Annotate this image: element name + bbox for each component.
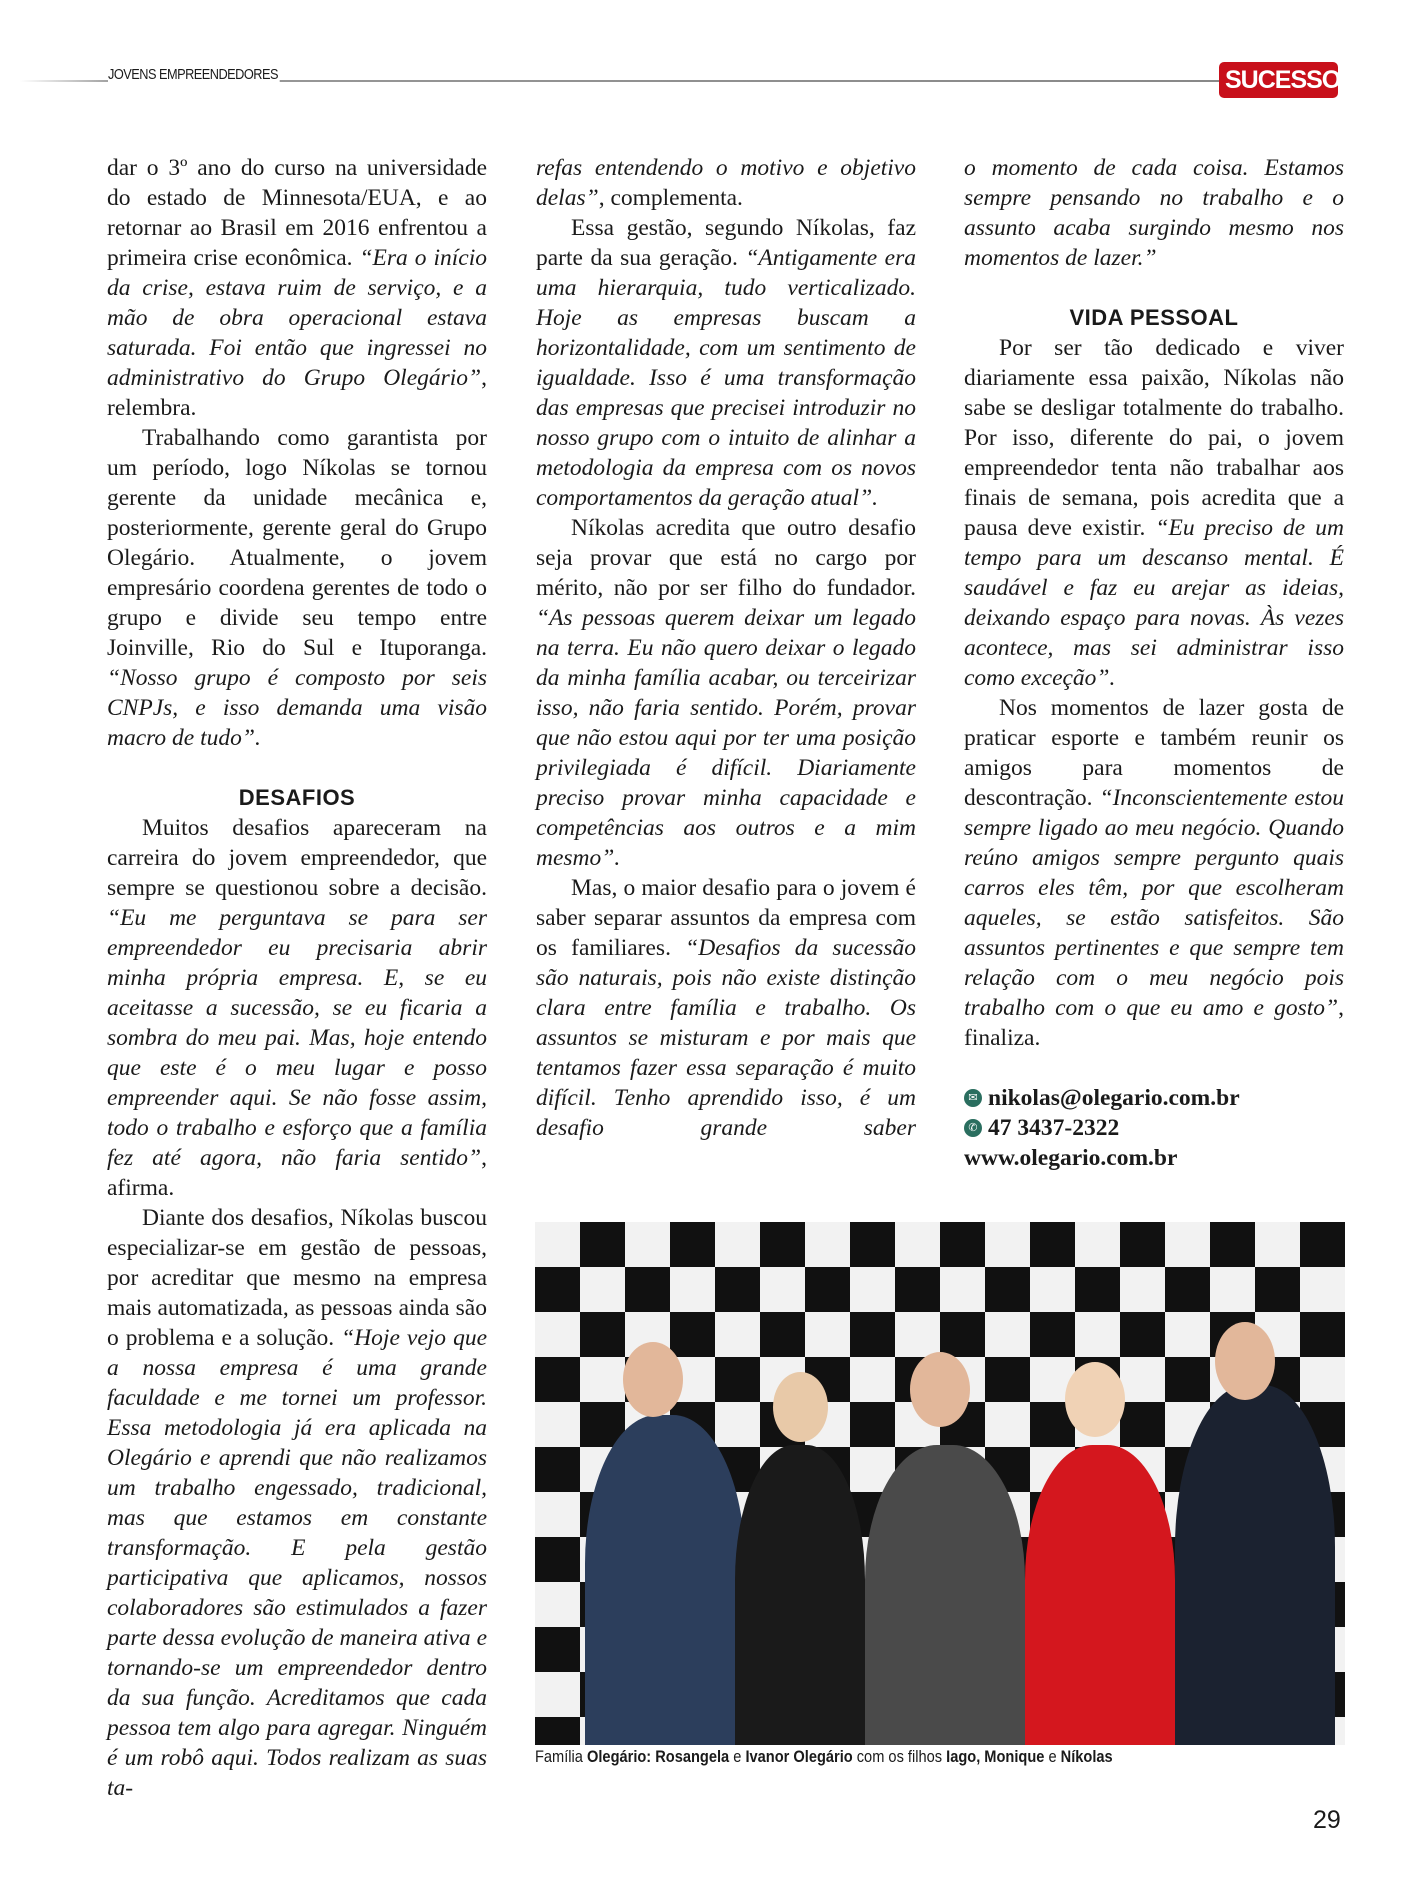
body-text: , relembra. (107, 365, 487, 421)
paragraph (107, 153, 487, 423)
paragraph (107, 1203, 487, 1803)
envelope-icon: ✉ (964, 1089, 982, 1107)
email-row (964, 1083, 1344, 1113)
body-text: Níkolas acredita que outro desafio seja provar que está no cargo por mérito, não por ser filho do fundador. (536, 515, 916, 601)
caption-text: e (729, 1747, 746, 1766)
paragraph (107, 423, 487, 753)
contacts (964, 1083, 1344, 1173)
paragraph (964, 153, 1344, 273)
body-text: Nos momentos de lazer gosta de praticar esporte e também reunir os amigos para momentos de descontração. (964, 695, 1344, 811)
person-monique (735, 1445, 865, 1745)
person-head (1215, 1322, 1275, 1400)
phone-row (964, 1113, 1344, 1143)
person-head (910, 1352, 970, 1427)
caption-text: Olegário: Rosangela (587, 1747, 730, 1766)
caption-text: com os filhos (852, 1747, 947, 1766)
caption-text: Iago, Monique (946, 1747, 1045, 1766)
paragraph (536, 213, 916, 513)
quote-text: “Nosso grupo é composto por seis CNPJs, e isso demanda uma visão macro de tudo”. (107, 665, 487, 751)
caption-text: e (1044, 1747, 1061, 1766)
person-iago (585, 1415, 745, 1745)
body-text: Essa gestão, segundo Níkolas, faz parte da sua geração. (536, 215, 916, 271)
paragraph (107, 813, 487, 1203)
section-title: JOVENS EMPREENDEDORES (108, 66, 278, 83)
quote-text: o momento de cada coisa. Estamos sempre pensando no trabalho e o assunto acaba surgindo mesmo nos momentos de lazer.” (964, 155, 1344, 271)
quote-text: “Hoje vejo que a nossa empresa é uma grande faculdade e me tornei um professor. Essa metodologia já era aplicada na Olegário e aprendi que não realizamos um trabalho engessado, tradicional, mas que estamos em constante transformação. E pela gestão participativa que aplicamos, nossos colaboradores são estimulados a fazer parte dessa evolução de maneira ativa e tornando-se um empreendedor dentro da sua função. Acreditamos que cada pessoa tem algo para agregar. Ninguém é um robô aqui. Todos realizam as suas ta- (107, 1325, 488, 1801)
person-rosangela (1025, 1445, 1175, 1745)
photo-caption (535, 1745, 1118, 1769)
paragraph (964, 333, 1344, 693)
phone-icon: ✆ (964, 1119, 982, 1137)
body-text: Por ser tão dedicado e viver diariamente essa paixão, Níkolas não sabe se desligar totalmente do trabalho. Por isso, diferente do pai, o jovem empreendedor tenta não trabalhar aos finais de semana, pois acredita que a pausa deve existir. (964, 335, 1344, 541)
body-text: dar o 3º ano do curso na universidade do estado de Minnesota/EUA, e ao retornar ao Brasil em 2016 enfrentou a primeira crise econômica. (107, 155, 487, 271)
section-heading: VIDA PESSOAL (1069, 305, 1239, 330)
caption-text: Níkolas (1060, 1747, 1113, 1766)
body-text: Mas, o maior desafio para o jovem é saber separar assuntos da empresa com os familiares. (536, 875, 916, 961)
person-head (1065, 1362, 1125, 1437)
caption-text: Família (535, 1747, 588, 1766)
body-text: Diante dos desafios, Níkolas buscou especializar-se em gestão de pessoas, por acreditar que mesmo na empresa mais automatizada, as pessoas ainda são o problema e a solução. (107, 1205, 487, 1351)
body-text: Trabalhando como garantista por um período, logo Níkolas se tornou gerente da unidade mecânica e, posteriormente, gerente geral do Grupo Olegário. Atualmente, o jovem empresário coordena gerentes de todo o grupo e divide seu tempo entre Joinville, Rio do Sul e Ituporanga. (107, 425, 487, 661)
email-link[interactable]: nikolas@olegario.com.br (988, 1085, 1240, 1111)
phone-number: 47 3437-2322 (988, 1115, 1120, 1141)
quote-text: “Eu preciso de um tempo para um descanso mental. É saudável e faz eu arejar as ideias, deixando espaço para novas. Às vezes acontece, mas sei administrar isso como exceção”. (964, 515, 1345, 691)
page-number: 29 (1313, 1806, 1341, 1834)
section-heading: DESAFIOS (238, 785, 356, 810)
body-text: , complementa. (598, 185, 743, 211)
caption-text: Ivanor Olegário (745, 1747, 853, 1766)
quote-text: “Era o início da crise, estava ruim de serviço, e a mão de obra operacional estava saturada. Foi então que ingressei no administrativo do Grupo Olegário” (107, 245, 487, 391)
person-ivanor (865, 1445, 1025, 1745)
paragraph (964, 693, 1344, 1053)
body-text: Muitos desafios apareceram na carreira do jovem empreendedor, que sempre se questionou sobre a decisão. (107, 815, 487, 901)
quote-text: “Inconscientemente estou sempre ligado ao meu negócio. Quando reúno amigos sempre pergunto quais carros eles têm, por que escolheram aqueles, se estão satisfeitos. São assuntos pertinentes e que sempre tem relação com o meu negócio pois trabalho com o que eu amo e gosto” (964, 785, 1344, 1021)
quote-text: “Eu me perguntava se para ser empreendedor eu precisaria abrir minha própria empresa. E, se eu aceitasse a sucessão, se eu ficaria a sombra do meu pai. Mas, hoje entendo que este é o meu lugar e posso empreender aqui. Se não fosse assim, todo o trabalho e esforço que a família fez até agora, não faria sentido” (107, 905, 487, 1171)
website-row (964, 1143, 1344, 1173)
person-head (773, 1372, 828, 1442)
paragraph (536, 873, 916, 1143)
family-photo (535, 1222, 1345, 1745)
paragraph (536, 153, 916, 213)
column-2 (536, 153, 916, 1143)
quote-text: “Antigamente era uma hierarquia, tudo verticalizado. Hoje as empresas buscam a horizontalidade, com um sentimento de igualdade. Isso é uma transformação das empresas que precisei introduzir no nosso grupo com o intuito de alinhar a metodologia da empresa com os novos comportamentos da geração atual”. (536, 245, 916, 511)
body-text: , afirma. (107, 1145, 487, 1201)
website-link[interactable]: www.olegario.com.br (964, 1145, 1178, 1171)
column-3 (964, 153, 1344, 1173)
quote-text: refas entendendo o motivo e objetivo delas” (536, 155, 916, 211)
person-head (623, 1342, 683, 1417)
sucesso-logo: SUCESSOSA (1219, 62, 1338, 98)
body-text: , finaliza. (964, 995, 1344, 1051)
quote-text: “As pessoas querem deixar um legado na terra. Eu não quero deixar o legado da minha família acabar, ou terceirizar isso, não faria sentido. Porém, provar que não estou aqui por ter uma posição privilegiada é difícil. Diariamente preciso provar minha capacidade e competências aos outros e a mim mesmo”. (536, 605, 916, 871)
quote-text: “Desafios da sucessão são naturais, pois não existe distinção clara entre família e trabalho. Os assuntos se misturam e por mais que tentamos fazer essa separação é muito difícil. Tenho aprendido isso, é um desafio grande saber (536, 935, 916, 1141)
column-1 (107, 153, 487, 1803)
paragraph (536, 513, 916, 873)
person-nikolas (1175, 1385, 1335, 1745)
